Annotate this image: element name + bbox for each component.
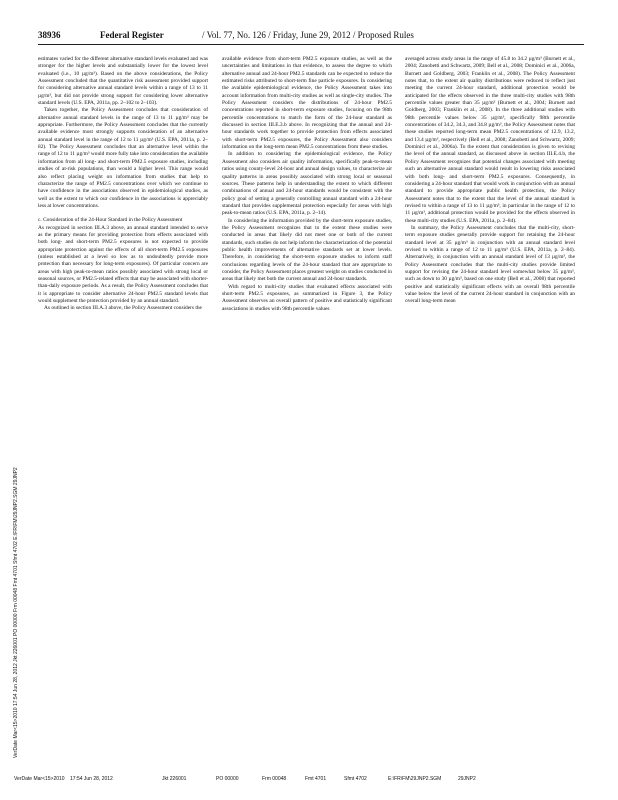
paragraph: As outlined in section III.A.3 above, the Policy Assessment considers the <box>44 305 202 312</box>
paragraph: averaged across study areas in the range of 45.8 to 34.2 µg/m³ (Burnett et al., 2004; Zanobetti and Schwartz, 2009; Bell et al., 2008; Dominici et al., 2006a, Burnett and Goldberg, 2003; Franklin et al., 2008). The Policy Assessment notes that, to the extent air quality distributions were reduced to reflect just meeting the current 24-hour standard, additional protection would be anticipated for the effects observed in the three multi-city studies with 98th percentile values greater than 35 µg/m³ (Burnett et al., 2004; Burnett and Goldberg, 2003; Franklin et al., 2008). In the three additional studies with 98th percentile values below 35 µg/m³, specifically 98th percentile concentrations of 34.2, 34.3, and 34.8 µg/m³, the Policy Assessment notes that these studies reported long-term mean PM2.5 concentrations of 12.9, 13.2, and 13.4 µg/m³, respectively (Bell et al., 2008; Zanobetti and Schwartz, 2009; Dominici et al., 2006a). To the extent that consideration is given to revising the level of the annual standard, as discussed above in section III.E.4.b, the Policy Assessment recognizes that potential changes associated with meeting such an alternative annual standard would result in lowering risks associated with both long- and short-term PM2.5 exposures. Consequently, in considering a 24-hour standard that would work in conjunction with an annual standard to provide appropriate public health protection, the Policy Assessment notes that to the extent that the level of the annual standard is revised to within a range of 13 to 11 µg/m³, in particular in the range of 12 to 11 µg/m³, additional protection would be provided for the effects observed in these multi-city studies (U.S. EPA, 2011a, p. 2–84). <box>405 56 575 224</box>
footer-frm: Frm 00048 <box>262 776 287 782</box>
paragraph: With regard to multi-city studies that evaluated effects associated with short-term PM2.5 exposures, as summarized in Figure 3, the Policy Assessment observes an overall pattern of positive and statistically significant associations in studies with 98th percentile values <box>222 283 392 312</box>
running-header <box>38 30 584 45</box>
footer-path: E:\FR\FM\29JNP2.SGM <box>388 776 442 782</box>
page-number: 38936 <box>38 30 61 40</box>
vertical-margin-slug <box>13 467 23 758</box>
footer-po: PO 00000 <box>216 776 239 782</box>
paragraph: As recognized in section III.A.3 above, an annual standard intended to serve as the primary means for providing protection from effects associated with both long- and short-term PM2.5 exposures is not expected to provide appropriate protection against the effects of all short-term PM2.5 exposures (unless established at a level so low as to undoubtedly provide more protection than necessary for long-term exposures). Of particular concern are areas with high peak-to-mean ratios possibly associated with strong local or seasonal sources, or PM2.5-related effects that may be associated with shorter-than-daily exposure periods. As a result, the Policy Assessment concludes that it is appropriate to consider alternative 24-hour PM2.5 standard levels that would supplement the protection provided by an annual standard. <box>38 224 208 304</box>
paragraph: In summary, the Policy Assessment concludes that the multi-city, short-term exposure studies generally provide support for retaining the 24-hour standard level at 35 µg/m³ in conjunction with an annual standard level revised to within a range of 12 to 11 µg/m³ (U.S. EPA, 2011a, p. 2–84). Alternatively, in conjunction with an annual standard level of 13 µg/m³, the Policy Assessment concludes that the multi-city studies provide limited support for revising the 24-hour standard level somewhat below 35 µg/m³, such as down to 30 µg/m³, based on one study (Bell et al., 2008) that reported positive and statistically significant effects with an overall 98th percentile value below the level of the current 24-hour standard in conjunction with an overall long-term mean <box>405 224 575 305</box>
footer-jkt: Jkt 226001 <box>162 776 187 782</box>
paragraph: In addition to considering the epidemiological evidence, the Policy Assessment also considers air quality information, specifically peak-to-mean ratios using county-level 24-hour and annual design values, to characterize air quality patterns in areas possibly associated with strong local or seasonal sources. These patterns help in understanding the extent to which different combinations of annual and 24-hour standards would be consistent with the policy goal of setting a generally controlling annual standard with a 24-hour standard that provides supplemental protection especially for areas with high peak-to-mean ratios (U.S. EPA, 2011a, p. 2–14). <box>222 151 392 217</box>
print-footer <box>14 776 594 784</box>
text-column-3 <box>405 56 575 771</box>
footer-code: 29JNP2 <box>458 776 476 782</box>
paragraph: available evidence from short-term PM2.5 exposure studies, as well as the uncertainties and limitations in that evidence, to assess the degree to which alternative annual and 24-hour PM2.5 standards can be expected to reduce the estimated risks attributed to short-term fine particle exposures. In considering the available epidemiological evidence, the Policy Assessment takes into account information from multi-city studies as well as single-city studies. The Policy Assessment considers the distributions of 24-hour PM2.5 concentrations reported in short-term exposure studies, focusing on the 98th percentile concentrations to match the form of the 24-hour standard as discussed in section III.E.3.b above. In recognizing that the annual and 24-hour standards work together to provide protection from effects associated with short-term PM2.5 exposures, the Policy Assessment also considers information on the long-term mean PM2.5 concentrations from these studies. <box>222 56 392 151</box>
publication-name: Federal Register <box>100 30 164 40</box>
text-column-2 <box>222 56 392 771</box>
text-column-1 <box>38 56 208 771</box>
section-heading: c. Consideration of the 24-Hour Standard in the Policy Assessment <box>38 217 183 224</box>
paragraph: In considering the information provided by the short-term exposure studies, the Policy Assessment recognizes that to the extent these studies were conducted in areas that likely did not meet one or both of the current standards, such studies do not help inform the characterization of the potential public health improvements of alternative standards set at lower levels. Therefore, in considering the short-term exposure studies to inform staff conclusions regarding levels of the 24-hour standard that are appropriate to consider, the Policy Assessment places greatest weight on studies conducted in areas that likely met both the current annual and 24-hour standards. <box>222 217 392 283</box>
issue-info: / Vol. 77, No. 126 / Friday, June 29, 2012 / Proposed Rules <box>202 30 414 40</box>
footer-fmt: Fmt 4701 <box>305 776 327 782</box>
paragraph: estimates varied for the different alternative standard levels evaluated and was stronger for the higher levels and substantially lower for the lowest level evaluated (i.e., 10 µg/m³). Based on the above considerations, the Policy Assessment concluded that the quantitative risk assessment provided support for considering alternative annual standard levels within a range of 13 to 11 µg/m³, but did not provide strong support for considering lower alternative standard levels (U.S. EPA, 2011a, pp. 2–102 to 2–103). <box>38 56 208 107</box>
footer-sfmt: Sfmt 4702 <box>344 776 367 782</box>
vertical-margin-text: VerDate Mar<15>2010 17:54 Jun 28, 2012 Jkt 226001 PO 00000 Frm 00048 Fmt 4701 Sfmt 4702 E:\FR\FM\29JNP2.SGM 29JNP2 <box>13 467 19 758</box>
footer-verdate: VerDate Mar<15>2010 <box>14 776 65 782</box>
footer-time: 17:54 Jun 28, 2012 <box>70 776 113 782</box>
paragraph: Taken together, the Policy Assessment concludes that consideration of alternative annual standard levels in the range of 13 to 11 µg/m³ may be appropriate. Furthermore, the Policy Assessment concludes that the currently available evidence most strongly supports consideration of an alternative annual standard level in the range of 12 to 11 µg/m³ (U.S. EPA, 2011a, p. 2–82). The Policy Assessment concludes that an alternative level within the range of 12 to 11 µg/m³ would more fully take into consideration the available information from all long- and short-term PM2.5 exposure studies, including studies of at-risk populations, than would a higher level. This range would also reflect placing weight on information from studies that help to characterize the range of PM2.5 concentrations over which we continue to have confidence in the associations observed in epidemiological studies, as well as the extent to which our confidence in the associations is appreciably less at lower concentrations. <box>38 107 208 209</box>
